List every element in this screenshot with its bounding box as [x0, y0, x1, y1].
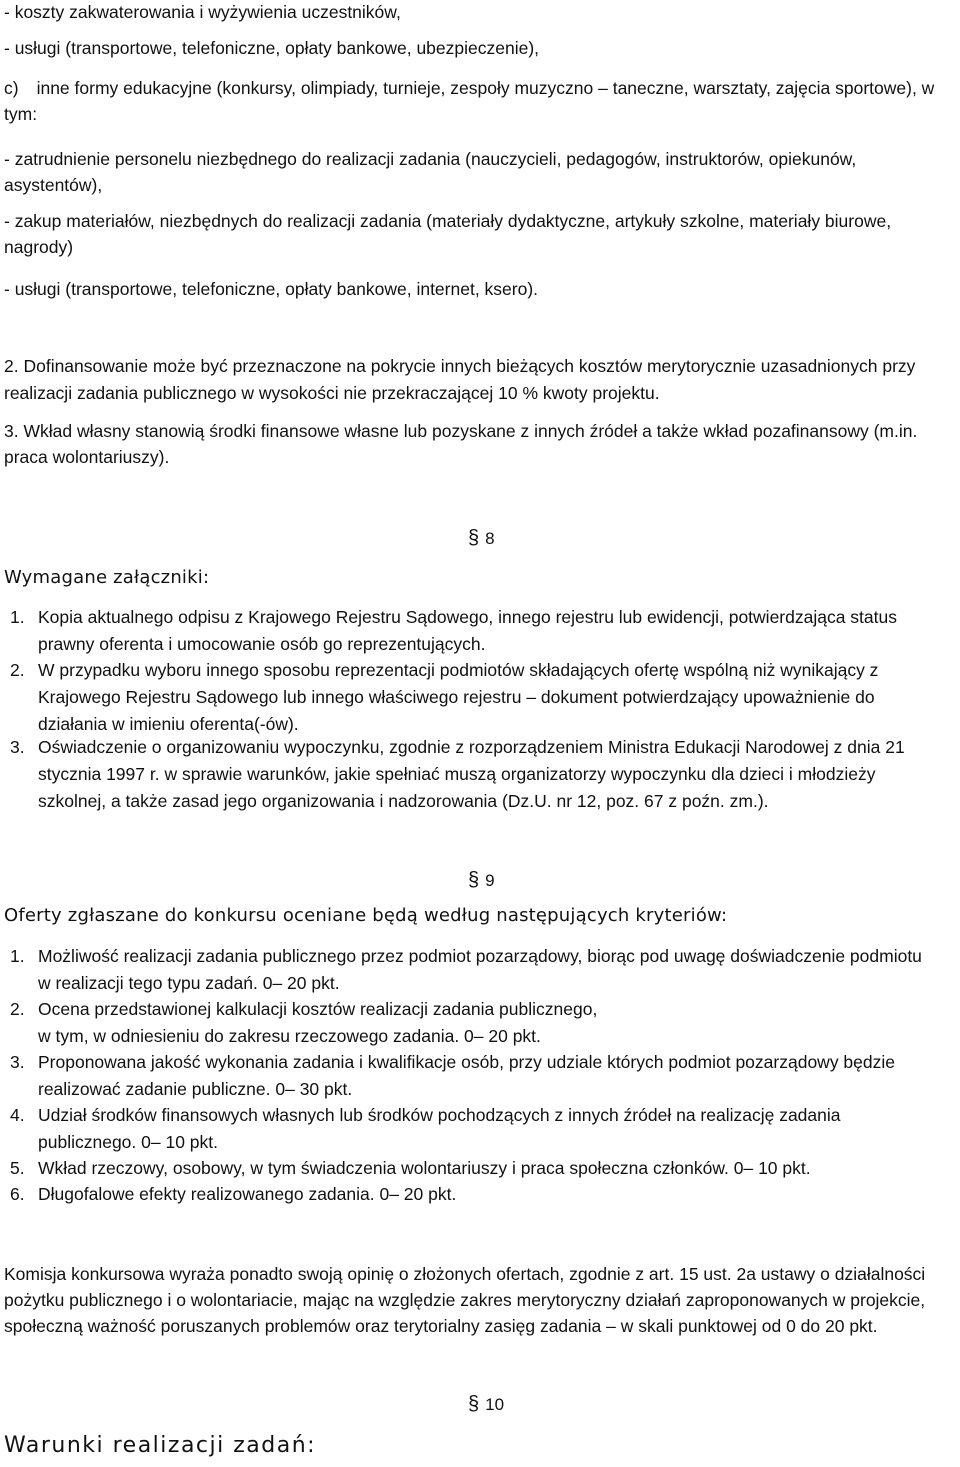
list-number: 1. — [10, 946, 25, 966]
section-9-marker — [468, 869, 495, 892]
list-text: Długofalowe efekty realizowanego zadania. 0– 20 pkt. — [38, 1184, 457, 1204]
section-number: 10 — [485, 1395, 505, 1414]
list-number: 1. — [10, 607, 25, 627]
paragraph-symbol: § — [468, 1393, 480, 1415]
paragraph-symbol: § — [468, 869, 480, 891]
list-number: 2. — [10, 999, 25, 1019]
section-8-marker — [468, 527, 495, 550]
list-text: Krajowego Rejestru Sądowego lub innego właściwego rejestru – dokument potwierdzający upoważnienie do — [38, 687, 875, 707]
text-line: asystentów), — [4, 175, 103, 195]
list-text: w realizacji tego typu zadań. 0– 20 pkt. — [38, 973, 340, 993]
list-number: 6. — [10, 1184, 25, 1204]
text-line: - zatrudnienie personelu niezbędnego do realizacji zadania (nauczycieli, pedagogów, instruktorów, opiekunów, — [4, 149, 857, 169]
text-line: Komisja konkursowa wyraża ponadto swoją opinię o złożonych ofertach, zgodnie z art. 15 ust. 2a ustawy o działalności — [4, 1264, 926, 1284]
list-text: działania w imieniu oferenta(-ów). — [38, 714, 299, 734]
list-number: 4. — [10, 1105, 25, 1125]
section-heading: Warunki realizacji zadań: — [4, 1433, 317, 1458]
list-text: publicznego. 0– 10 pkt. — [38, 1132, 218, 1152]
list-text: prawny oferenta i umocowanie osób go reprezentujących. — [38, 634, 486, 654]
list-text: Wkład rzeczowy, osobowy, w tym świadczenia wolontariuszy i praca społeczna członków. 0– 10 pkt. — [38, 1158, 811, 1178]
text-line: - koszty zakwaterowania i wyżywienia uczestników, — [4, 2, 401, 22]
text-line: tym: — [4, 104, 38, 124]
list-text: W przypadku wyboru innego sposobu reprezentacji podmiotów składających ofertę wspólną niż wynikający z — [38, 660, 879, 680]
section-heading: Oferty zgłaszane do konkursu oceniane będą według następujących kryteriów: — [4, 905, 728, 926]
list-text: stycznia 1997 r. w sprawie warunków, jakie spełniać muszą organizatorzy wypoczynku dla dzieci i młodzieży — [38, 764, 876, 784]
text-line: - usługi (transportowe, telefoniczne, opłaty bankowe, ubezpieczenie), — [4, 38, 540, 58]
list-text: szkolnej, a także zasad jego organizowania i nadzorowania (Dz.U. nr 12, poz. 67 z poźn. zm.). — [38, 791, 769, 811]
list-number: 3. — [10, 1052, 25, 1072]
section-heading: Wymagane załączniki: — [4, 567, 210, 588]
paragraph-symbol: § — [468, 527, 480, 549]
text-line: 3. Wkład własny stanowią środki finansowe własne lub pozyskane z innych źródeł a także wkład pozafinansowy (m.in. — [4, 421, 918, 441]
text-line: pożytku publicznego i o wolontariacie, mając na względzie zakres merytoryczny działań zaproponowanych w projekcie, — [4, 1290, 926, 1310]
section-10-marker — [468, 1393, 504, 1416]
text-line: realizacji zadania publicznego w wysokości nie przekraczającej 10 % kwoty projektu. — [4, 383, 660, 403]
list-text: Ocena przedstawionej kalkulacji kosztów realizacji zadania publicznego, — [38, 999, 598, 1019]
list-text: Oświadczenie o organizowaniu wypoczynku, zgodnie z rozporządzeniem Ministra Edukacji Narodowej z dnia 21 — [38, 737, 905, 757]
list-text: w tym, w odniesieniu do zakresu rzeczowego zadania. 0– 20 pkt. — [38, 1026, 541, 1046]
section-number: 9 — [485, 871, 495, 890]
list-text: Możliwość realizacji zadania publicznego przez podmiot pozarządowy, biorąc pod uwagę doświadczenie podmiotu — [38, 946, 922, 966]
text-line: - usługi (transportowe, telefoniczne, opłaty bankowe, internet, ksero). — [4, 279, 539, 299]
text-line: - zakup materiałów, niezbędnych do realizacji zadania (materiały dydaktyczne, artykuły szkolne, materiały biurowe, — [4, 211, 892, 231]
list-number: 3. — [10, 737, 25, 757]
text-line: praca wolontariuszy). — [4, 447, 170, 467]
list-number: 2. — [10, 660, 25, 680]
list-number: 5. — [10, 1158, 25, 1178]
list-text: Udział środków finansowych własnych lub środków pochodzących z innych źródeł na realizację zadania — [38, 1105, 841, 1125]
text-line: 2. Dofinansowanie może być przeznaczone na pokrycie innych bieżących kosztów merytorycznie uzasadnionych przy — [4, 356, 916, 376]
list-item-c — [4, 75, 954, 101]
list-text: inne formy edukacyjne (konkursy, olimpiady, turnieje, zespoły muzyczno – taneczne, warsztaty, zajęcia sportowe), w — [36, 78, 935, 98]
section-number: 8 — [485, 529, 495, 548]
list-text: realizować zadanie publiczne. 0– 30 pkt. — [38, 1079, 353, 1099]
list-label: c) — [4, 78, 19, 98]
text-line: społeczną ważność poruszanych problemów oraz terytorialny zasięg zadania – w skali punktowej od 0 do 20 pkt. — [4, 1316, 878, 1336]
list-text: Proponowana jakość wykonania zadania i kwalifikacje osób, przy udziale których podmiot pozarządowy będzie — [38, 1052, 895, 1072]
list-text: Kopia aktualnego odpisu z Krajowego Rejestru Sądowego, innego rejestru lub ewidencji, potwierdzająca status — [38, 607, 897, 627]
text-line: nagrody) — [4, 237, 74, 257]
